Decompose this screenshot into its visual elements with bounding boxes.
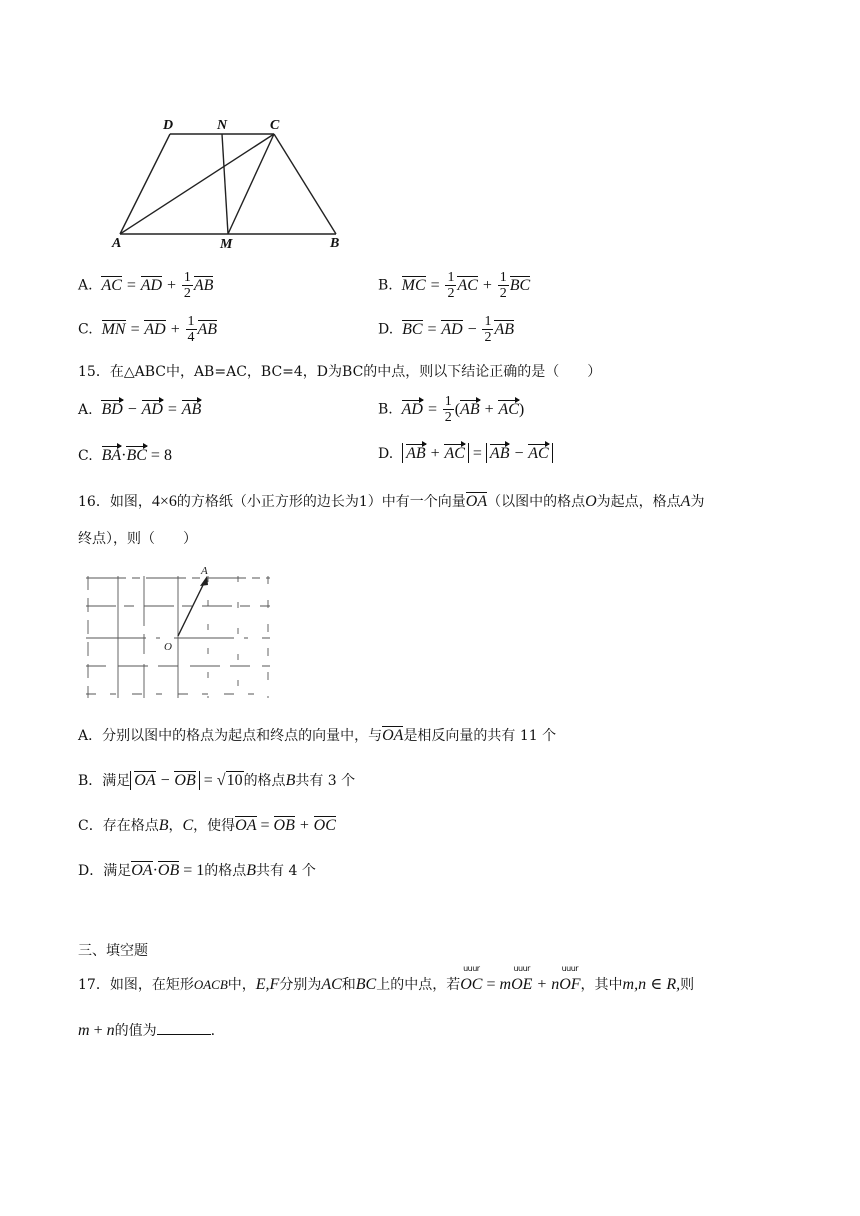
q16-option-a: A．分别以图中的格点为起点和终点的向量中，与OA是相反向量的共有 11 个 — [78, 727, 557, 744]
grid-label-A: A — [201, 566, 208, 577]
grid-figure — [80, 566, 274, 702]
q14-option-a: A. AC = AD + $\frac{1}{2}$ AB — [78, 270, 214, 302]
grid-label-O: O — [164, 641, 172, 653]
q16-option-c: C．存在格点B，C，使得OA = OB + OC — [78, 817, 336, 834]
q14-option-d: D. BC = AD − $\frac{1}{2}$ AB — [378, 314, 515, 346]
q16-stem: 16．如图，4×6的方格纸（小正方形的边长为1）中有一个向量OA（以图中的格点O为起点，格点A为 — [78, 493, 705, 510]
q14-option-c: C. MN = AD + $\frac{1}{4}$ AB — [78, 314, 218, 346]
q16-option-d: D．满足OA·OB = 1的格点B共有 4 个 — [78, 862, 316, 879]
q16-stem-line2: 终点），则（ ） — [78, 531, 197, 547]
label-A: A — [112, 236, 122, 251]
q15-option-a: A. BD − AD = AB — [78, 401, 202, 418]
q14-option-b: B. MC = $\frac{1}{2}$ AC + $\frac{1}{2}$ BC — [378, 270, 531, 302]
label-C: C — [270, 118, 280, 133]
label-D: D — [163, 118, 174, 133]
answer-blank[interactable] — [157, 1034, 211, 1035]
q15-stem: 15．在△ABC中，AB=AC，BC=4，D为BC的中点，则以下结论正确的是（ ） — [78, 364, 602, 380]
q15-option-b: B. AD = $\frac{1}{2}$ (AB + AC) — [378, 394, 525, 426]
q16-option-b: B．满足 OA − OB = √10的格点B共有 3 个 — [78, 772, 356, 789]
q17-stem: 17．如图，在矩形OACB中，E,F分别为AC和BC上的中点，若 uuur OC = m uuur OE + n uuur OF，其中m,n ∈ R,则 — [78, 964, 695, 993]
q15-option-c: C. BA·BC = 8 — [78, 447, 172, 464]
q17-stem-line2: m + n的值为 . — [78, 1022, 216, 1039]
section-title: 三、填空题 — [78, 943, 148, 959]
trapezoid-figure — [108, 112, 348, 252]
label-B: B — [330, 236, 340, 251]
label-N: N — [217, 118, 228, 133]
label-M: M — [220, 237, 233, 252]
q15-option-d: D. AB + AC = AB − AC — [378, 443, 553, 463]
